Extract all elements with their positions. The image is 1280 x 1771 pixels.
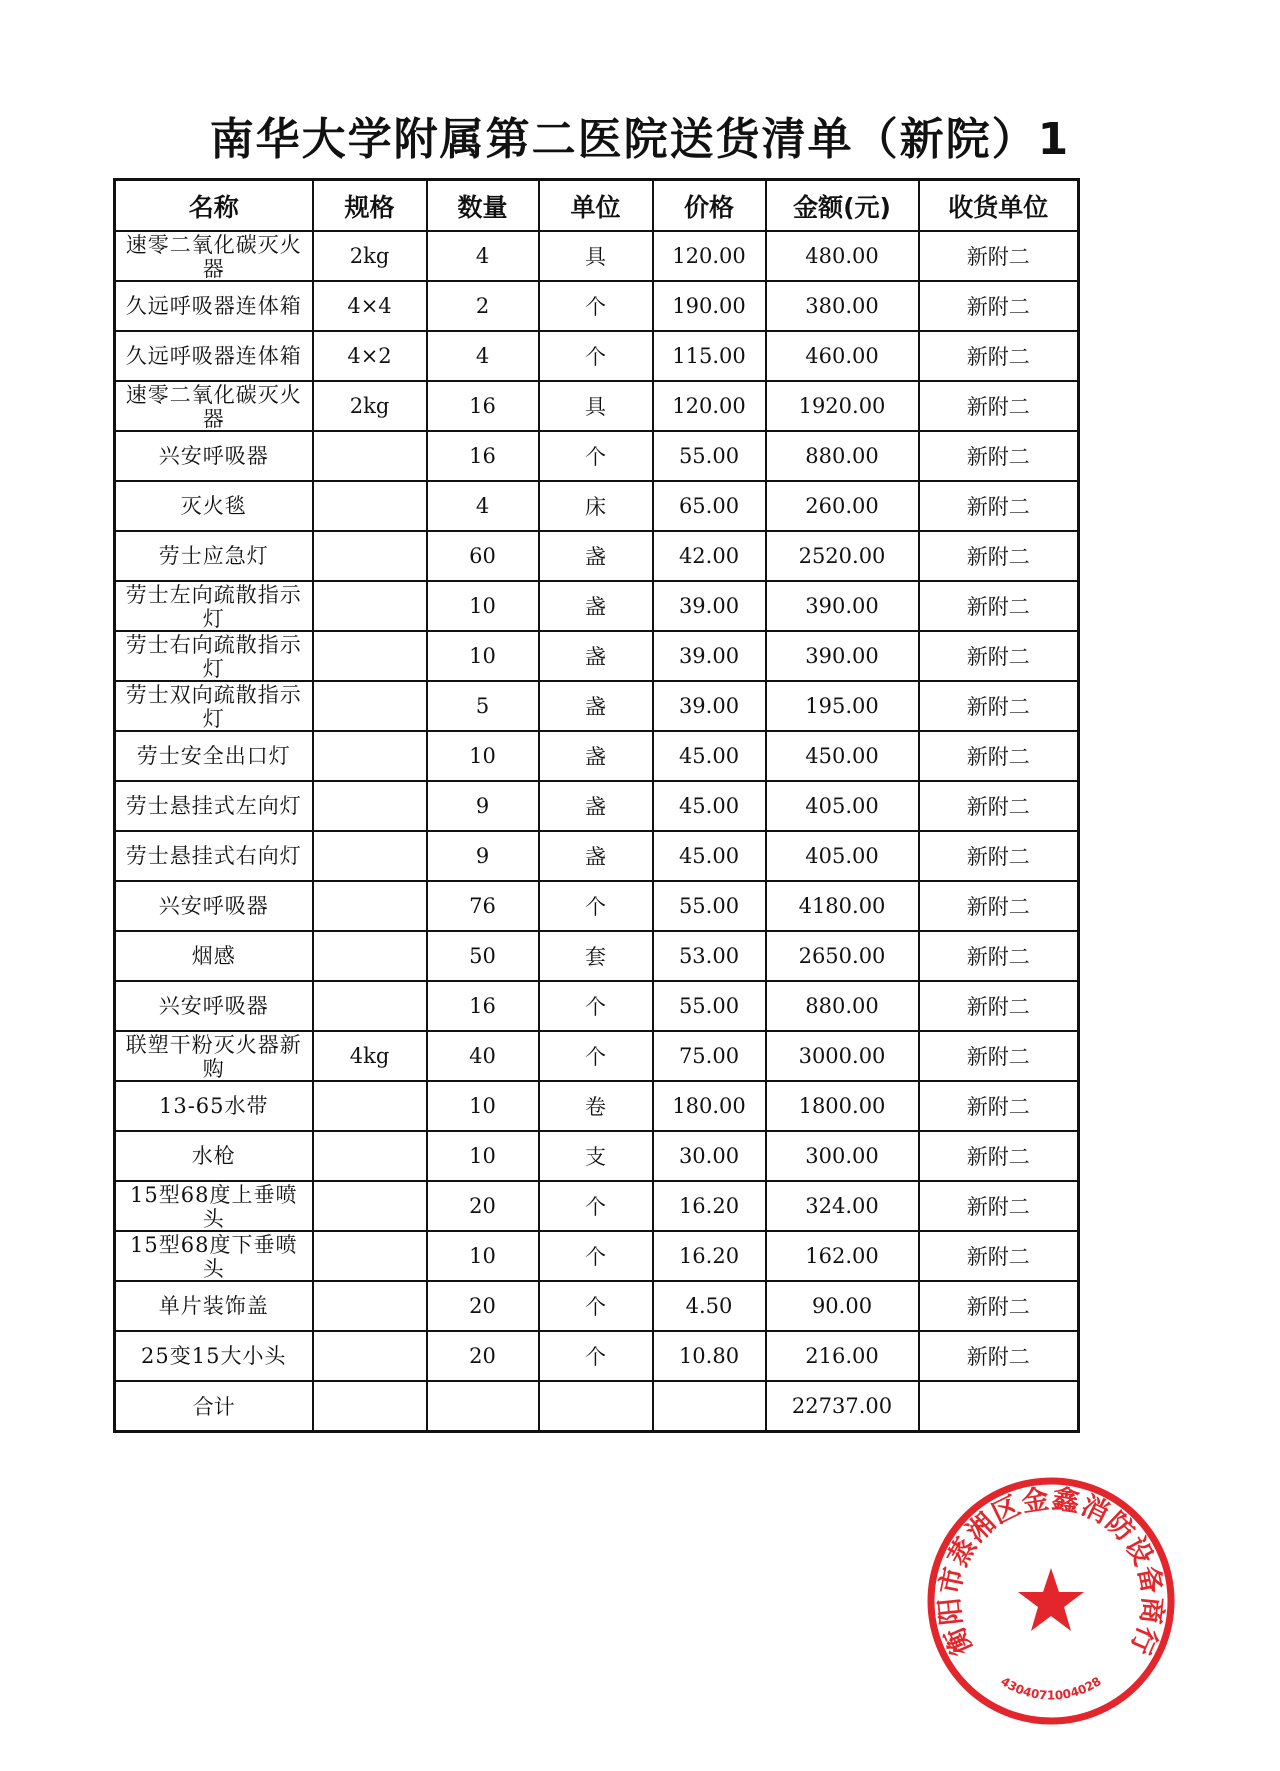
item-amount: 260.00: [766, 481, 919, 531]
item-name-text: 13-65水带: [158, 1094, 269, 1118]
item-quantity: 2: [427, 281, 539, 331]
item-spec: [313, 781, 427, 831]
table-row: [115, 981, 1079, 1031]
item-amount: 3000.00: [766, 1031, 919, 1081]
item-price: 55.00: [653, 981, 766, 1031]
item-amount: 1920.00: [766, 381, 919, 431]
item-name-text: 水枪: [191, 1144, 236, 1168]
item-name-text: 劳士右向疏散指示灯: [125, 633, 302, 679]
item-spec: [313, 931, 427, 981]
item-unit: 具: [539, 231, 653, 281]
item-amount: 390.00: [766, 581, 919, 631]
item-receiver: 新附二: [919, 931, 1079, 981]
item-receiver: 新附二: [919, 481, 1079, 531]
item-name: [115, 1331, 313, 1381]
table-row: [115, 781, 1079, 831]
item-name-text: 劳士双向疏散指示灯: [125, 683, 302, 729]
item-spec: [313, 981, 427, 1031]
item-name: [115, 431, 313, 481]
item-name: [115, 381, 313, 431]
item-name: [115, 231, 313, 281]
item-spec: [313, 1331, 427, 1381]
item-quantity: 20: [427, 1331, 539, 1381]
item-receiver: 新附二: [919, 831, 1079, 881]
table-row: [115, 881, 1079, 931]
item-amount: 300.00: [766, 1131, 919, 1181]
item-amount: 162.00: [766, 1231, 919, 1281]
item-name: [115, 881, 313, 931]
item-receiver: 新附二: [919, 531, 1079, 581]
table-row: [115, 1231, 1079, 1281]
item-receiver: 新附二: [919, 881, 1079, 931]
item-unit: 卷: [539, 1081, 653, 1131]
item-amount: 2650.00: [766, 931, 919, 981]
item-price: 30.00: [653, 1131, 766, 1181]
item-receiver: 新附二: [919, 1231, 1079, 1281]
item-amount: 90.00: [766, 1281, 919, 1331]
item-amount: 1800.00: [766, 1081, 919, 1131]
table-row: [115, 531, 1079, 581]
item-name: [115, 481, 313, 531]
item-spec: [313, 1181, 427, 1231]
item-price: 39.00: [653, 631, 766, 681]
item-price: 180.00: [653, 1081, 766, 1131]
item-price: 16.20: [653, 1231, 766, 1281]
item-spec: [313, 531, 427, 581]
item-amount: 405.00: [766, 831, 919, 881]
item-amount: 405.00: [766, 781, 919, 831]
table-row: [115, 381, 1079, 431]
item-spec: 2kg: [313, 231, 427, 281]
item-unit: 个: [539, 431, 653, 481]
total-empty-cell: [653, 1381, 766, 1432]
item-unit: 盏: [539, 581, 653, 631]
item-name: [115, 581, 313, 631]
star-icon: [1018, 1568, 1084, 1631]
item-unit: 个: [539, 1231, 653, 1281]
item-price: 10.80: [653, 1331, 766, 1381]
item-unit: 个: [539, 281, 653, 331]
item-quantity: 76: [427, 881, 539, 931]
item-amount: 216.00: [766, 1331, 919, 1381]
item-price: 75.00: [653, 1031, 766, 1081]
item-receiver: 新附二: [919, 1181, 1079, 1231]
item-receiver: 新附二: [919, 1031, 1079, 1081]
item-price: 190.00: [653, 281, 766, 331]
table-row: [115, 931, 1079, 981]
item-name: [115, 731, 313, 781]
item-name: [115, 281, 313, 331]
item-quantity: 10: [427, 1231, 539, 1281]
item-name: [115, 1231, 313, 1281]
item-name-text: 久远呼吸器连体箱: [125, 294, 302, 318]
table-row: [115, 481, 1079, 531]
total-row: [115, 1381, 1079, 1432]
item-price: 42.00: [653, 531, 766, 581]
item-receiver: 新附二: [919, 1081, 1079, 1131]
item-name: [115, 831, 313, 881]
column-header-unit: 单位: [539, 180, 653, 232]
item-quantity: 16: [427, 981, 539, 1031]
table-row: [115, 331, 1079, 381]
item-unit: 个: [539, 331, 653, 381]
item-unit: 个: [539, 1281, 653, 1331]
item-price: 65.00: [653, 481, 766, 531]
item-price: 45.00: [653, 781, 766, 831]
item-unit: 盏: [539, 681, 653, 731]
item-name-text: 兴安呼吸器: [158, 894, 269, 918]
item-receiver: 新附二: [919, 1331, 1079, 1381]
item-quantity: 10: [427, 1131, 539, 1181]
item-unit: 盏: [539, 781, 653, 831]
item-receiver: 新附二: [919, 281, 1079, 331]
item-spec: [313, 431, 427, 481]
item-name-text: 灭火毯: [180, 494, 247, 518]
column-header-name: 名称: [115, 180, 313, 232]
item-unit: 盏: [539, 731, 653, 781]
column-header-amount: 金额(元): [766, 180, 919, 232]
item-receiver: 新附二: [919, 631, 1079, 681]
table-row: [115, 1031, 1079, 1081]
column-header-price: 价格: [653, 180, 766, 232]
item-spec: [313, 831, 427, 881]
item-unit: 具: [539, 381, 653, 431]
item-receiver: 新附二: [919, 781, 1079, 831]
item-unit: 个: [539, 1031, 653, 1081]
item-name-text: 劳士安全出口灯: [136, 744, 291, 768]
item-price: 55.00: [653, 881, 766, 931]
item-quantity: 4: [427, 331, 539, 381]
item-price: 16.20: [653, 1181, 766, 1231]
seal-name-text: 衡阳市蒸湘区金鑫消防设备商行: [934, 1483, 1168, 1660]
item-price: 115.00: [653, 331, 766, 381]
total-empty-cell: [313, 1381, 427, 1432]
item-receiver: 新附二: [919, 681, 1079, 731]
table-row: [115, 231, 1079, 281]
item-price: 4.50: [653, 1281, 766, 1331]
item-name: [115, 1031, 313, 1081]
item-name-text: 15型68度上垂喷头: [130, 1183, 298, 1229]
item-quantity: 10: [427, 631, 539, 681]
item-name-text: 速零二氧化碳灭火器: [125, 233, 302, 279]
item-name-text: 15型68度下垂喷头: [130, 1233, 298, 1279]
item-name: [115, 1131, 313, 1181]
item-receiver: 新附二: [919, 331, 1079, 381]
table-row: [115, 681, 1079, 731]
item-unit: 套: [539, 931, 653, 981]
item-receiver: 新附二: [919, 731, 1079, 781]
item-quantity: 60: [427, 531, 539, 581]
table-row: [115, 581, 1079, 631]
item-name: [115, 331, 313, 381]
item-unit: 个: [539, 981, 653, 1031]
item-name-text: 25变15大小头: [141, 1344, 287, 1368]
item-receiver: 新附二: [919, 981, 1079, 1031]
item-unit: 床: [539, 481, 653, 531]
item-receiver: 新附二: [919, 581, 1079, 631]
item-quantity: 10: [427, 1081, 539, 1131]
item-name: [115, 931, 313, 981]
item-quantity: 4: [427, 231, 539, 281]
company-seal: [920, 1470, 1182, 1732]
item-quantity: 10: [427, 581, 539, 631]
delivery-table: [113, 178, 1080, 1433]
column-header-quantity: 数量: [427, 180, 539, 232]
item-quantity: 16: [427, 381, 539, 431]
item-quantity: 9: [427, 781, 539, 831]
item-spec: 4×2: [313, 331, 427, 381]
total-empty-cell: [539, 1381, 653, 1432]
item-spec: 4kg: [313, 1031, 427, 1081]
column-header-spec: 规格: [313, 180, 427, 232]
item-name: [115, 681, 313, 731]
item-price: 120.00: [653, 381, 766, 431]
item-name-text: 久远呼吸器连体箱: [125, 344, 302, 368]
item-receiver: 新附二: [919, 381, 1079, 431]
item-unit: 盏: [539, 831, 653, 881]
item-name-text: 兴安呼吸器: [158, 444, 269, 468]
item-unit: 个: [539, 881, 653, 931]
table-row: [115, 1131, 1079, 1181]
item-spec: 4×4: [313, 281, 427, 331]
item-name-text: 劳士悬挂式左向灯: [125, 794, 302, 818]
item-spec: [313, 631, 427, 681]
item-price: 45.00: [653, 831, 766, 881]
item-amount: 880.00: [766, 431, 919, 481]
item-quantity: 4: [427, 481, 539, 531]
table-row: [115, 831, 1079, 881]
column-header-receiver: 收货单位: [919, 180, 1079, 232]
item-price: 39.00: [653, 581, 766, 631]
table-row: [115, 1281, 1079, 1331]
item-spec: [313, 731, 427, 781]
item-name: [115, 1081, 313, 1131]
item-name-text: 单片装饰盖: [158, 1294, 269, 1318]
item-amount: 195.00: [766, 681, 919, 731]
item-name-text: 劳士悬挂式右向灯: [125, 844, 302, 868]
table-row: [115, 431, 1079, 481]
item-amount: 480.00: [766, 231, 919, 281]
item-quantity: 40: [427, 1031, 539, 1081]
total-amount: 22737.00: [766, 1381, 919, 1432]
table-header-row: [115, 180, 1079, 232]
item-amount: 880.00: [766, 981, 919, 1031]
item-unit: 盏: [539, 531, 653, 581]
table-row: [115, 1331, 1079, 1381]
table-body: [115, 231, 1079, 1381]
item-price: 39.00: [653, 681, 766, 731]
item-quantity: 20: [427, 1181, 539, 1231]
total-empty-cell: [919, 1381, 1079, 1432]
item-spec: 2kg: [313, 381, 427, 431]
item-price: 120.00: [653, 231, 766, 281]
item-price: 55.00: [653, 431, 766, 481]
total-label: 合计: [115, 1381, 313, 1432]
item-name: [115, 1281, 313, 1331]
item-quantity: 10: [427, 731, 539, 781]
item-amount: 460.00: [766, 331, 919, 381]
item-amount: 4180.00: [766, 881, 919, 931]
total-empty-cell: [427, 1381, 539, 1432]
table-row: [115, 281, 1079, 331]
item-spec: [313, 581, 427, 631]
item-spec: [313, 881, 427, 931]
item-spec: [313, 1281, 427, 1331]
item-amount: 2520.00: [766, 531, 919, 581]
item-quantity: 50: [427, 931, 539, 981]
item-spec: [313, 1081, 427, 1131]
item-spec: [313, 1131, 427, 1181]
item-quantity: 16: [427, 431, 539, 481]
item-name: [115, 781, 313, 831]
item-name: [115, 631, 313, 681]
item-name-text: 烟感: [191, 944, 236, 968]
page-title: 南华大学附属第二医院送货清单（新院）1: [209, 114, 1071, 165]
item-unit: 个: [539, 1181, 653, 1231]
seal-number-text: 4304071004028: [998, 1674, 1104, 1703]
item-amount: 324.00: [766, 1181, 919, 1231]
table-row: [115, 631, 1079, 681]
item-amount: 450.00: [766, 731, 919, 781]
table-row: [115, 1181, 1079, 1231]
item-amount: 380.00: [766, 281, 919, 331]
item-name-text: 劳士应急灯: [158, 544, 269, 568]
item-receiver: 新附二: [919, 1281, 1079, 1331]
item-unit: 支: [539, 1131, 653, 1181]
item-price: 53.00: [653, 931, 766, 981]
item-spec: [313, 1231, 427, 1281]
item-quantity: 9: [427, 831, 539, 881]
table-row: [115, 731, 1079, 781]
item-quantity: 20: [427, 1281, 539, 1331]
item-price: 45.00: [653, 731, 766, 781]
item-name: [115, 531, 313, 581]
item-amount: 390.00: [766, 631, 919, 681]
item-name-text: 劳士左向疏散指示灯: [125, 583, 302, 629]
item-receiver: 新附二: [919, 231, 1079, 281]
item-unit: 个: [539, 1331, 653, 1381]
item-unit: 盏: [539, 631, 653, 681]
item-name-text: 联塑干粉灭火器新购: [125, 1033, 302, 1079]
item-name: [115, 981, 313, 1031]
item-spec: [313, 681, 427, 731]
item-name: [115, 1181, 313, 1231]
item-receiver: 新附二: [919, 1131, 1079, 1181]
table-row: [115, 1081, 1079, 1131]
item-name-text: 速零二氧化碳灭火器: [125, 383, 302, 429]
item-spec: [313, 481, 427, 531]
item-name-text: 兴安呼吸器: [158, 994, 269, 1018]
item-receiver: 新附二: [919, 431, 1079, 481]
item-quantity: 5: [427, 681, 539, 731]
